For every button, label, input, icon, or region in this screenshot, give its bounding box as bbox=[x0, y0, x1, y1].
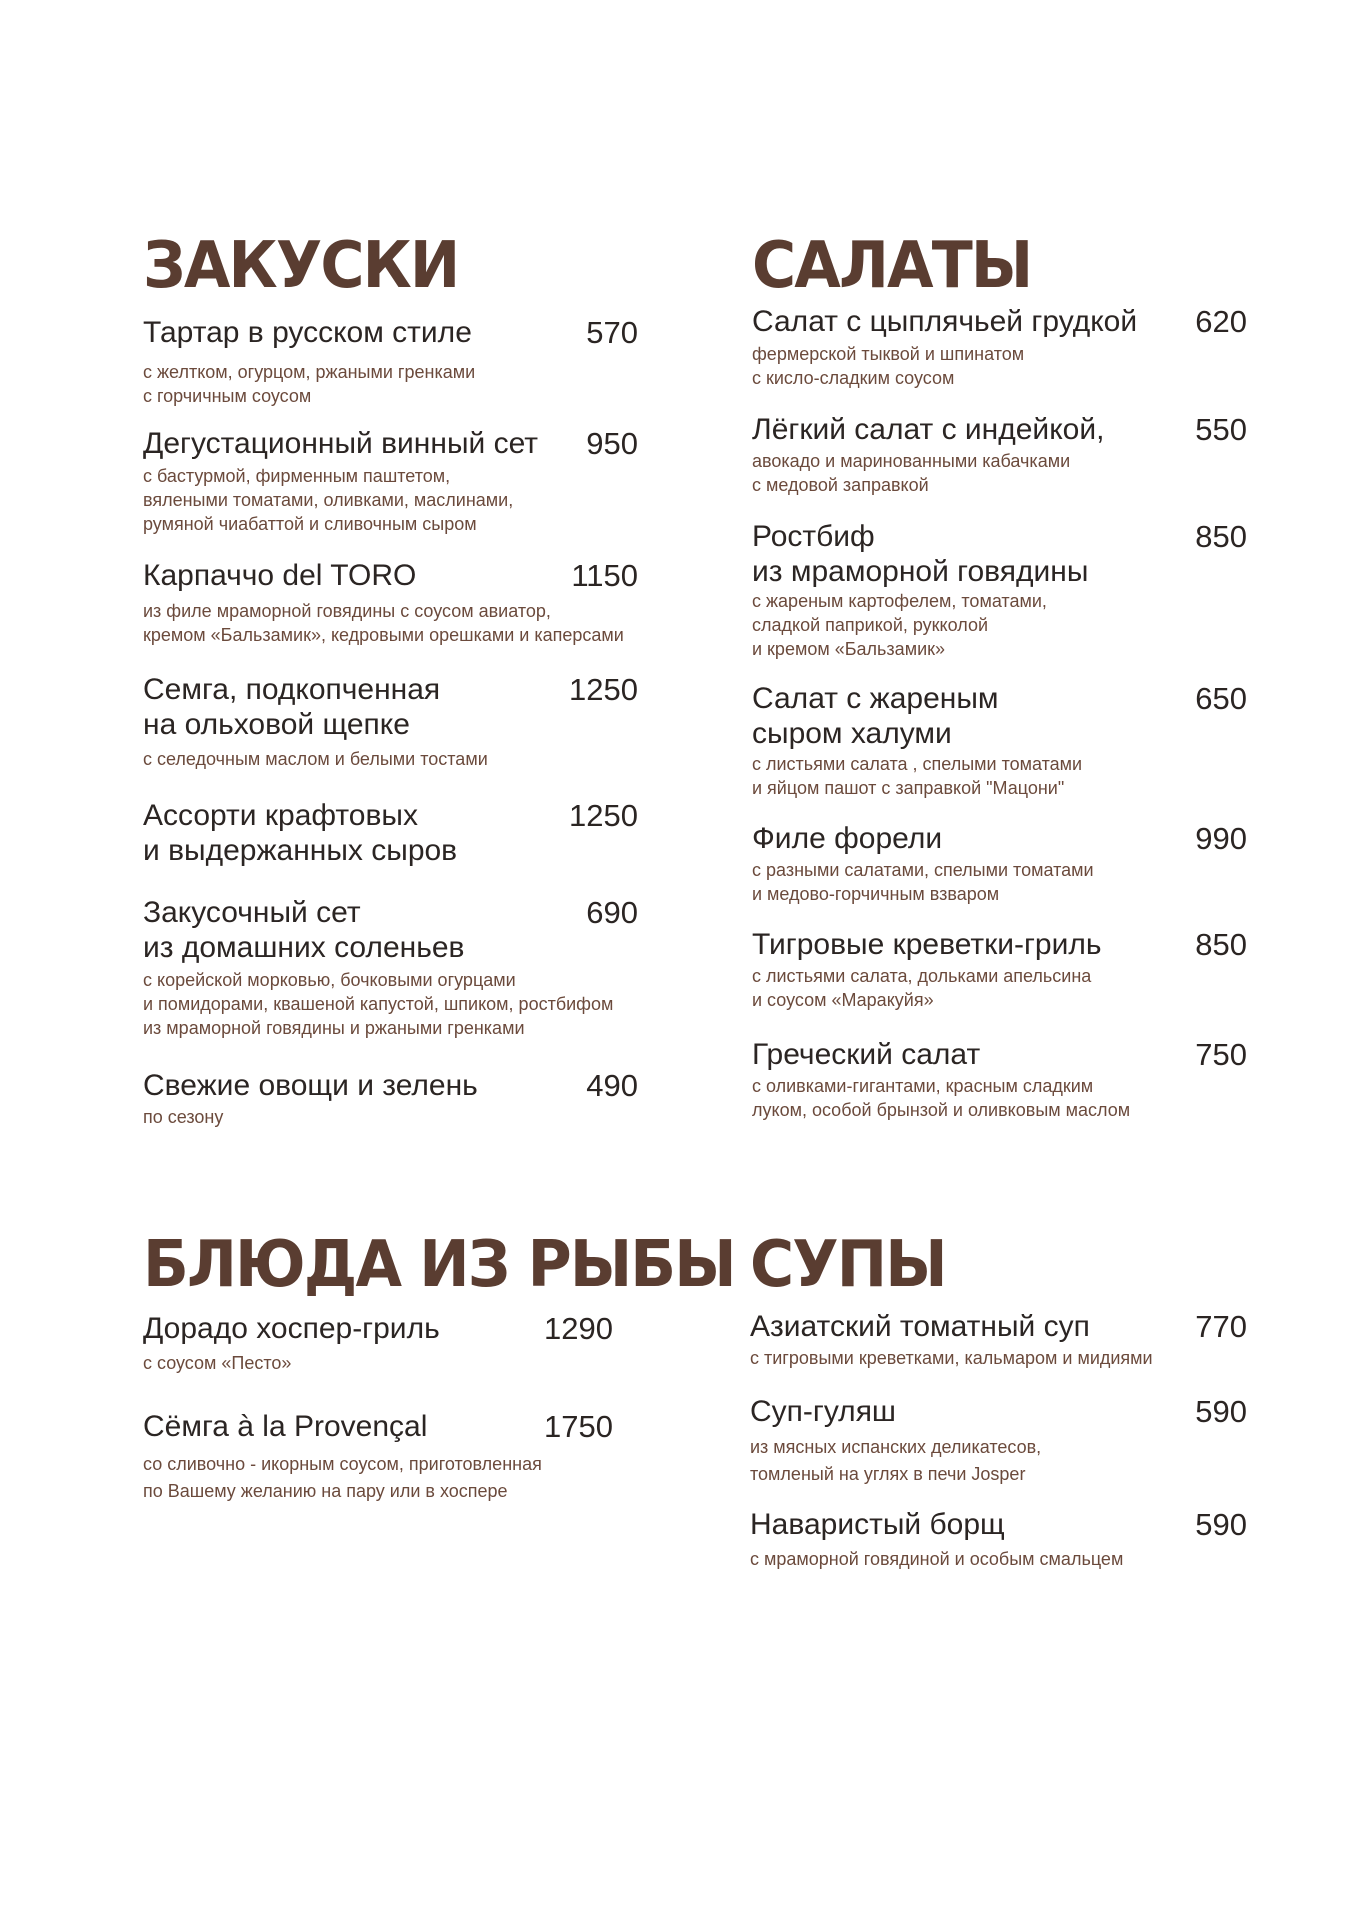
menu-item bbox=[750, 1507, 1247, 1577]
item-description: со сливочно - икорным соусом, приготовленная по Вашему желанию на пару или в хоспере bbox=[143, 1454, 542, 1501]
item-name: Суп-гуляш bbox=[750, 1395, 897, 1428]
item-price: 1150 bbox=[571, 558, 638, 593]
menu-item bbox=[752, 519, 1247, 659]
item-price: 770 bbox=[1195, 1309, 1247, 1344]
menu-item bbox=[143, 1311, 613, 1381]
item-price: 850 bbox=[1195, 519, 1247, 554]
item-price: 1250 bbox=[569, 798, 638, 833]
section-title: ЗАКУСКИ bbox=[143, 229, 459, 303]
menu-item bbox=[143, 315, 638, 405]
section-title: САЛАТЫ bbox=[752, 229, 1032, 303]
item-price: 690 bbox=[586, 895, 638, 930]
section-supy bbox=[750, 1228, 1250, 1591]
item-description: с жареным картофелем, томатами, сладкой паприкой, рукколой и кремом «Бальзамик» bbox=[752, 591, 1047, 659]
menu-item bbox=[752, 821, 1247, 911]
item-description: с бастурмой, фирменным паштетом, вялеными томатами, оливками, маслинами, румяной чиабаттой и сливочным сыром bbox=[143, 466, 514, 534]
item-name: Дегустационный винный сет bbox=[143, 427, 539, 460]
menu-item bbox=[752, 412, 1247, 502]
section-title: СУПЫ bbox=[750, 1228, 946, 1302]
item-name: Греческий салат bbox=[752, 1038, 981, 1071]
section-ryba bbox=[143, 1228, 735, 1531]
section-salaty bbox=[752, 229, 1252, 1132]
menu-item bbox=[750, 1309, 1247, 1379]
item-description: с селедочным маслом и белыми тостами bbox=[143, 749, 488, 769]
item-name: Ростбиф из мраморной говядины bbox=[752, 520, 1089, 588]
item-name: Тигровые креветки-гриль bbox=[752, 928, 1102, 961]
item-name: Карпаччо del TORO bbox=[143, 559, 417, 592]
item-price: 590 bbox=[1195, 1507, 1247, 1542]
item-name: Семга, подкопченная на ольховой щепке bbox=[143, 673, 441, 741]
item-name: Закусочный сет из домашних соленьев bbox=[143, 896, 465, 964]
section-title: БЛЮДА ИЗ РЫБЫ bbox=[143, 1228, 735, 1302]
item-description: с листьями салата , спелыми томатами и яйцом пашот с заправкой "Мацони" bbox=[752, 754, 1083, 798]
item-price: 490 bbox=[586, 1068, 638, 1103]
item-price: 750 bbox=[1195, 1037, 1247, 1072]
item-price: 1750 bbox=[544, 1409, 613, 1444]
menu-item bbox=[143, 426, 638, 546]
item-name: Салат с жареным сыром халуми bbox=[752, 682, 999, 750]
item-description: с соусом «Песто» bbox=[143, 1353, 292, 1373]
menu-item bbox=[143, 798, 638, 878]
item-price: 590 bbox=[1195, 1394, 1247, 1429]
item-description: фермерской тыквой и шпинатом с кисло-сладким соусом bbox=[752, 344, 1025, 388]
menu-item bbox=[143, 1068, 638, 1138]
item-name: Сёмга à la Provençal bbox=[143, 1410, 428, 1443]
item-description: с мраморной говядиной и особым смальцем bbox=[750, 1549, 1124, 1569]
menu-item bbox=[143, 1409, 613, 1509]
item-description: из мясных испанских деликатесов, томленый на углях в печи Josper bbox=[750, 1437, 1042, 1484]
menu-item bbox=[143, 672, 638, 782]
item-name: Филе форели bbox=[752, 822, 943, 855]
item-name: Лёгкий салат с индейкой, bbox=[752, 413, 1105, 446]
item-price: 620 bbox=[1195, 304, 1247, 339]
item-description: с тигровыми креветками, кальмаром и мидиями bbox=[750, 1348, 1153, 1368]
item-price: 850 bbox=[1195, 927, 1247, 962]
item-price: 990 bbox=[1195, 821, 1247, 856]
item-price: 950 bbox=[586, 426, 638, 461]
item-price: 570 bbox=[586, 315, 638, 350]
item-description: по сезону bbox=[143, 1107, 224, 1127]
item-name: Азиатский томатный суп bbox=[750, 1310, 1090, 1343]
item-name: Свежие овощи и зелень bbox=[143, 1069, 478, 1102]
item-description: с оливками-гигантами, красным сладким луком, особой брынзой и оливковым маслом bbox=[752, 1076, 1131, 1120]
item-description: авокадо и маринованными кабачками с медовой заправкой bbox=[752, 451, 1071, 495]
item-description: из филе мраморной говядины с соусом авиатор, кремом «Бальзамик», кедровыми орешками и каперсами bbox=[143, 601, 624, 645]
item-name: Ассорти крафтовых и выдержанных сыров bbox=[143, 799, 458, 867]
menu-item bbox=[752, 681, 1247, 801]
item-description: с корейской морковью, бочковыми огурцами и помидорами, квашеной капустой, шпиком, ростбифом из мраморной говядины и ржаными гренками bbox=[143, 970, 614, 1038]
item-description: с разными салатами, спелыми томатами и медово-горчичным взваром bbox=[752, 860, 1094, 904]
menu-item bbox=[752, 304, 1247, 394]
item-price: 1290 bbox=[544, 1311, 613, 1346]
item-price: 1250 bbox=[569, 672, 638, 707]
menu-item bbox=[143, 895, 673, 1040]
section-zakuski bbox=[143, 229, 663, 1132]
menu-item bbox=[752, 1037, 1247, 1127]
menu-item bbox=[750, 1394, 1247, 1494]
item-price: 550 bbox=[1195, 412, 1247, 447]
menu-item bbox=[143, 558, 673, 658]
menu-item bbox=[752, 927, 1247, 1017]
item-price: 650 bbox=[1195, 681, 1247, 716]
item-name: Дорадо хоспер-гриль bbox=[143, 1312, 440, 1345]
item-name: Наваристый борщ bbox=[750, 1508, 1005, 1541]
item-description: с листьями салата, дольками апельсина и соусом «Маракуйя» bbox=[752, 966, 1092, 1010]
item-name: Салат с цыплячьей грудкой bbox=[752, 305, 1138, 338]
item-name: Тартар в русском стиле bbox=[143, 316, 472, 349]
item-description: с желтком, огурцом, ржаными гренками с горчичным соусом bbox=[143, 362, 476, 406]
